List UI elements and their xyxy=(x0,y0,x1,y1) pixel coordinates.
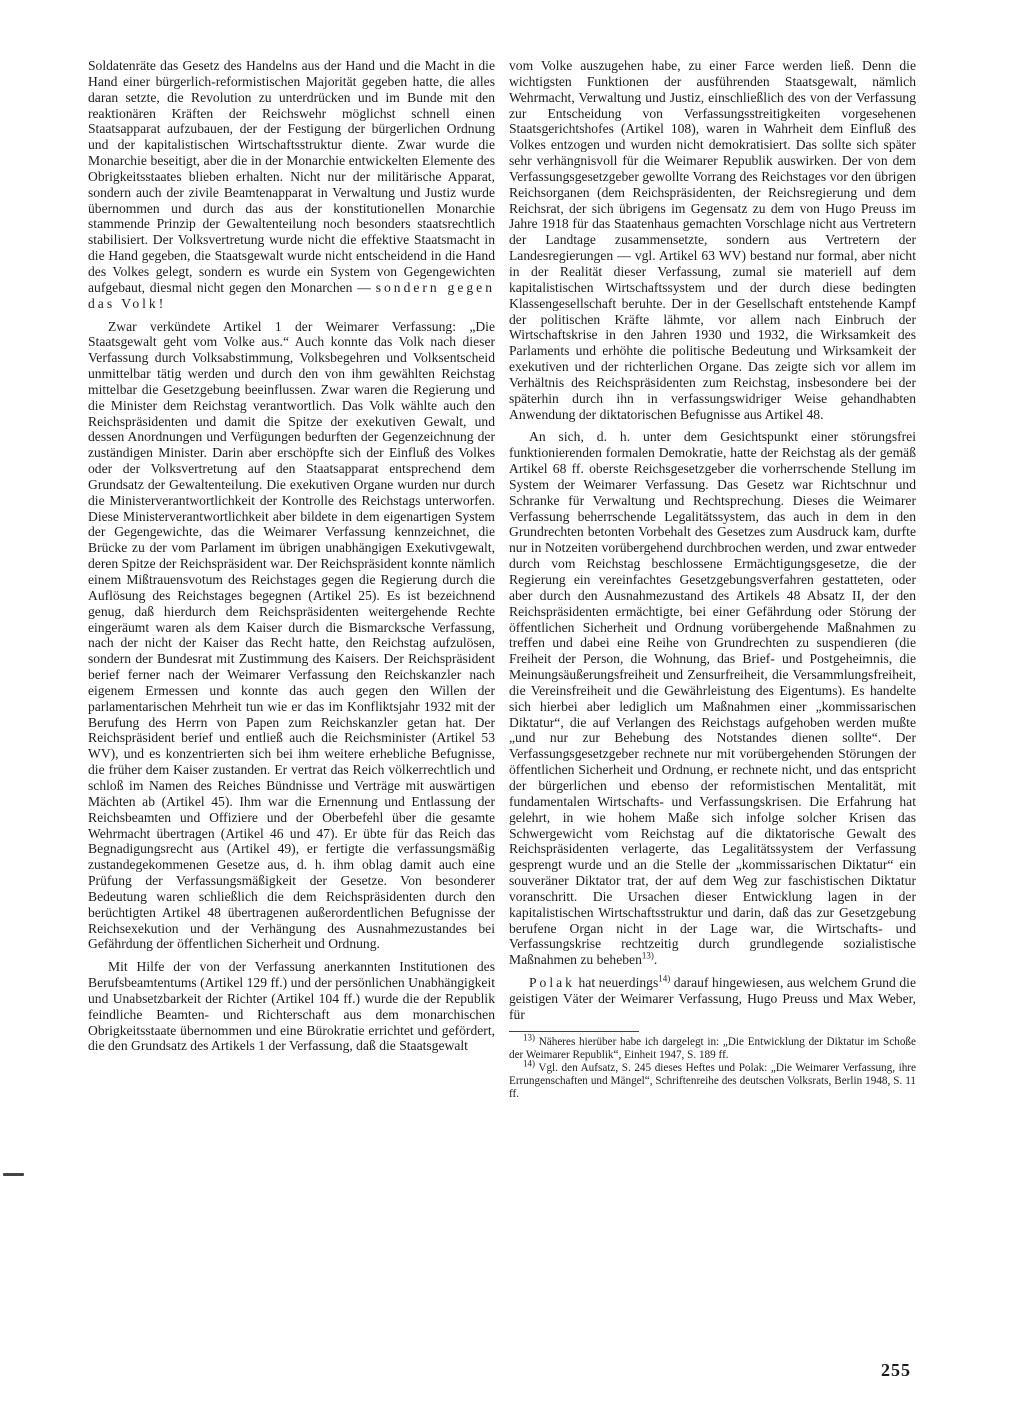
footnote: $^{14)}$ Vgl. den Aufsatz, S. 245 dieses Heftes und Polak: „Die Weimarer Verfassung, ihre Errungenschaften und Mängel“, Schriftenreihe des deutschen Volksrats, Berlin 1948, S. 11 ff. xyxy=(509,1057,916,1100)
paragraph: vom Volke auszugehen habe, zu einer Farce werden ließ. Denn die wichtigsten Funktionen der ausführenden Staatsgewalt, nämlich Wehrmacht, Verwaltung und Justiz, einschließlich des von der Verfassung zur Entscheidung von Verfassungsstreitigkeiten vorgesehenen Staatsgerichtshofes (Artikel 108), waren in Wahrheit dem Einfluß des Volkes entzogen und wurden nicht demokratisiert. Das sollte sich später sehr verhängnisvoll für die Weimarer Republik auswirken. Der von dem Verfassungsgesetzgeber gewollte Vorrang des Reichstages vor den übrigen Reichsorganen (dem Reichspräsidenten, der Reichsregierung und dem Reichsrat, der sich übrigens im Gegensatz zu dem von Hugo Preuss im Jahre 1918 für das Staatenhaus gemachten Vorschlage nicht aus Vertretern der Landtage zusammensetzte, sondern aus Vertretern der Landesregierungen — vgl. Artikel 63 WV) bestand nur formal, aber nicht in der Realität dieser Verfassung, zumal sie materiell auf dem kapitalistischen Wirtschaftssystem und der durch diese bedingten Klassengesellschaft beruhte. Der in der Gesellschaft entstehende Kampf der politischen Kräfte lähmte, vor allem nach Einbruch der Wirtschaftskrise in den Jahren 1930 und 1932, die Wirksamkeit des Parlaments und erhöhte die politische Bedeutung und Wirksamkeit der exekutiven und der richterlichen Organe. Das zeigte sich vor allem im Verhältnis des Reichspräsidenten zum Reichstag, insbesondere bei der späterhin durch ihn in verfassungswidriger Weise gehandhabten Anwendung der diktatorischen Befugnisse aus Artikel 48. xyxy=(509,58,916,422)
paragraph: Mit Hilfe der von der Verfassung anerkannten Institutionen des Berufsbeamtentums (Artikel 129 ff.) und der persönlichen Unabhängigkeit und Unabsetzbarkeit der Richter (Artikel 104 ff.) wurde die der Republik feindliche Beamten- und Richterschaft aus dem monarchischen Obrigkeitsstaate übernommen und eine Bürokratie errichtet und gefördert, die den Grundsatz des Artikels 1 der Verfassung, daß die Staatsgewalt xyxy=(88,959,495,1054)
footnotes xyxy=(509,1031,916,1101)
margin-mark xyxy=(3,1173,24,1176)
left-text-column xyxy=(88,58,495,1054)
paragraph: Polak hat neuerdings$^{14)}$ darauf hingewiesen, aus welchem Grund die geistigen Väter der Weimarer Verfassung, Hugo Preuss und Max Weber, für xyxy=(509,973,916,1022)
right-text-column xyxy=(509,58,916,1101)
footnote-ref: 14) xyxy=(658,973,671,984)
footnote: $^{13)}$ Näheres hierüber habe ich dargelegt in: „Die Entwicklung der Diktatur im Schoße der Weimarer Republik“, Einheit 1947, S. 189 ff. xyxy=(509,1031,916,1061)
emphasized-text: sondern gegen das Volk! xyxy=(88,279,495,311)
emphasized-text: Polak xyxy=(529,975,575,991)
page-number: 255 xyxy=(881,1360,911,1380)
footnote-ref: 13) xyxy=(641,950,654,961)
paragraph: Soldatenräte das Gesetz des Handelns aus der Hand und die Macht in die Hand einer bürgerlich-reformistischen Majorität gegeben hatte, die alles daran setzte, die Revolution zu unterdrücken und im Bunde mit den reaktionären Kräften der Reichswehr möglichst schnell einen Staatsapparat aufzubauen, der der Festigung der bürgerlichen Ordnung und der kapitalistischen Wirtschaftsstruktur diente. Zwar wurde die Monarchie beseitigt, aber die in der Monarchie entwickelten Elemente des Obrigkeitsstaates blieben erhalten. Nicht nur der militärische Apparat, sondern auch der zivile Beamtenapparat in Verwaltung und Justiz wurde übernommen und durch das aus der konstitutionellen Monarchie stammende Prinzip der Gewaltenteilung noch besonders staatsrechtlich stabilisiert. Der Volksvertretung wurde nicht die effektive Staatsmacht in die Hand gegeben, die Staatsgewalt wurde nicht entscheidend in die Hand des Volkes gelegt, sondern es wurde ein System von Gegengewichten aufgebaut, diesmal nicht gegen den Monarchen — sondern gegen das Volk! xyxy=(88,58,495,311)
paragraph: Zwar verkündete Artikel 1 der Weimarer Verfassung: „Die Staatsgewalt geht vom Volke aus.“ Auch konnte das Volk nach dieser Verfassung durch Volksabstimmung, Volksbegehren und Volksentscheid unmittelbar tätig werden und durch den von ihm gewählten Reichstag mittelbar die Gesetzgebung beeinflussen. Zwar waren die Regierung und die Minister dem Reichstag verantwortlich. Das Volk wählte auch den Reichspräsidenten und damit die Spitze der exekutiven Gewalt, und dessen Anordnungen und Verfügungen bedurften der Gegenzeichnung der zuständigen Minister. Darin aber erschöpfte sich der Einfluß des Volkes oder der Volksvertretung auf den Staatsapparat entsprechend dem Grundsatz der Gewaltenteilung. Die exekutiven Organe wurden nur durch die Ministerverantwortlichkeit der Kontrolle des Reichstags unterworfen. Diese Ministerverantwortlichkeit aber bildete in dem eigenartigen System der Gegengewichte, das die Weimarer Verfassung kennzeichnet, die Brücke zu der vom Parlament im übrigen unabhängigen Exekutivgewalt, deren Spitze der Reichspräsident war. Der Reichspräsident konnte nämlich einem Mißtrauensvotum des Reichstages gegen die Regierung durch die Auflösung des Reichstages begegnen (Artikel 25). Es ist bezeichnend genug, daß hierdurch dem Reichspräsidenten weitergehende Rechte eingeräumt waren als dem Kaiser durch die Bismarcksche Verfassung, nach der nicht der Kaiser das Recht hatte, den Reichstag aufzulösen, sondern der Bundesrat mit Zustimmung des Kaisers. Der Reichspräsident berief ferner nach der Weimarer Verfassung den Reichskanzler nach eigenem Ermessen und konnte das auch gegen den Willen der parlamentarischen Mehrheit tun wie er das im Konfliktsjahr 1932 mit der Berufung des Herrn von Papen zum Reichskanzler getan hat. Der Reichspräsident berief und entließ auch die Reichsminister (Artikel 53 WV), und es konzentrierten sich bei ihm weitere erhebliche Befugnisse, die früher dem Kaiser zustanden. Er vertrat das Reich völkerrechtlich und schloß im Namen des Reiches Bündnisse und Verträge mit auswärtigen Mächten ab (Artikel 45). Ihm war die Ernennung und Entlassung der Reichsbeamten und Offiziere und der Oberbefehl über die gesamte Wehrmacht übertragen (Artikel 46 und 47). Er übte für das Reich das Begnadigungsrecht aus (Artikel 49), er fertigte die verfassungsmäßig zustandegekommenen Gesetze aus, d. h. ihm oblag damit auch eine Prüfung der Verfassungsmäßigkeit der Gesetze. Von besonderer Bedeutung waren schließlich die dem Reichspräsidenten durch den berüchtigten Artikel 48 übertragenen außerordentlichen Befugnisse der Reichsexekution und der Verhängung des Ausnahmezustandes bei Gefährdung der öffentlichen Sicherheit und Ordnung. xyxy=(88,318,495,952)
paragraph: An sich, d. h. unter dem Gesichtspunkt einer störungsfrei funktionierenden formalen Demokratie, hatte der Reichstag als der gemäß Artikel 68 ff. oberste Reichsgesetzgeber die vorherrschende Stellung im System der Weimarer Verfassung. Das Gesetz war Richtschnur und Schranke für Verwaltung und Rechtsprechung. Dieses die Weimarer Verfassung beherrschende Legalitätssystem, das auch in dem in den Grundrechten betonten Vorbehalt des Gesetzes zum Ausdruck kam, durfte nur in Notzeiten vorübergehend durchbrochen werden, und zwar entweder durch vom Reichstag beschlossene Ermächtigungsgesetze, die der Regierung ein vereinfachtes Gesetzgebungsverfahren gestatteten, oder aber durch den Ausnahmezustand des Artikels 48 Absatz II, der den Reichspräsidenten ermächtigte, bei einer Gefährdung oder Störung der öffentlichen Sicherheit und Ordnung vorübergehende Maßnahmen zu treffen und dabei eine Reihe von Grundrechten zu suspendieren (die Freiheit der Person, die Wohnung, das Brief- und Postgeheimnis, die Meinungsäußerungsfreiheit und Zensurfreiheit, die Versammlungsfreiheit, die Vereinsfreiheit und die Gewährleistung des Eigentums). Es handelte sich hierbei aber lediglich um Maßnahmen einer „kommissarischen Diktatur“, die auf Verlangen des Reichstags aufgehoben werden mußte „und nur zur Behebung des Notstandes dienen sollte“. Der Verfassungsgesetzgeber rechnete nur mit vorübergehenden Störungen der öffentlichen Sicherheit und Ordnung, er rechnete nicht, und das entspricht der bürgerlichen und ebenso der reformistischen Mentalität, mit fundamentalen Wirtschafts- und Verfassungskrisen. Die Erfahrung hat gelehrt, in wie hohem Maße sich infolge solcher Krisen das Schwergewicht vom Reichstag auf die diktatorische Gewalt des Reichspräsidenten verlagerte, das Legalitätssystem der Verfassung gesprengt wurde und an die Stelle der „kommissarischen Diktatur“ ein souveräner Diktator trat, der auf dem Weg zur faschistischen Diktatur voranschritt. Die Ursachen dieser Entwicklung lagen in der kapitalistischen Wirtschaftsstruktur und darin, daß das zur Gesetzgebung berufene Organ nicht in der Lage war, die Wirtschafts- und Verfassungskrise rechtzeitig durch grundlegende sozialistische Maßnahmen zu beheben$^{13)}$. xyxy=(509,429,916,968)
